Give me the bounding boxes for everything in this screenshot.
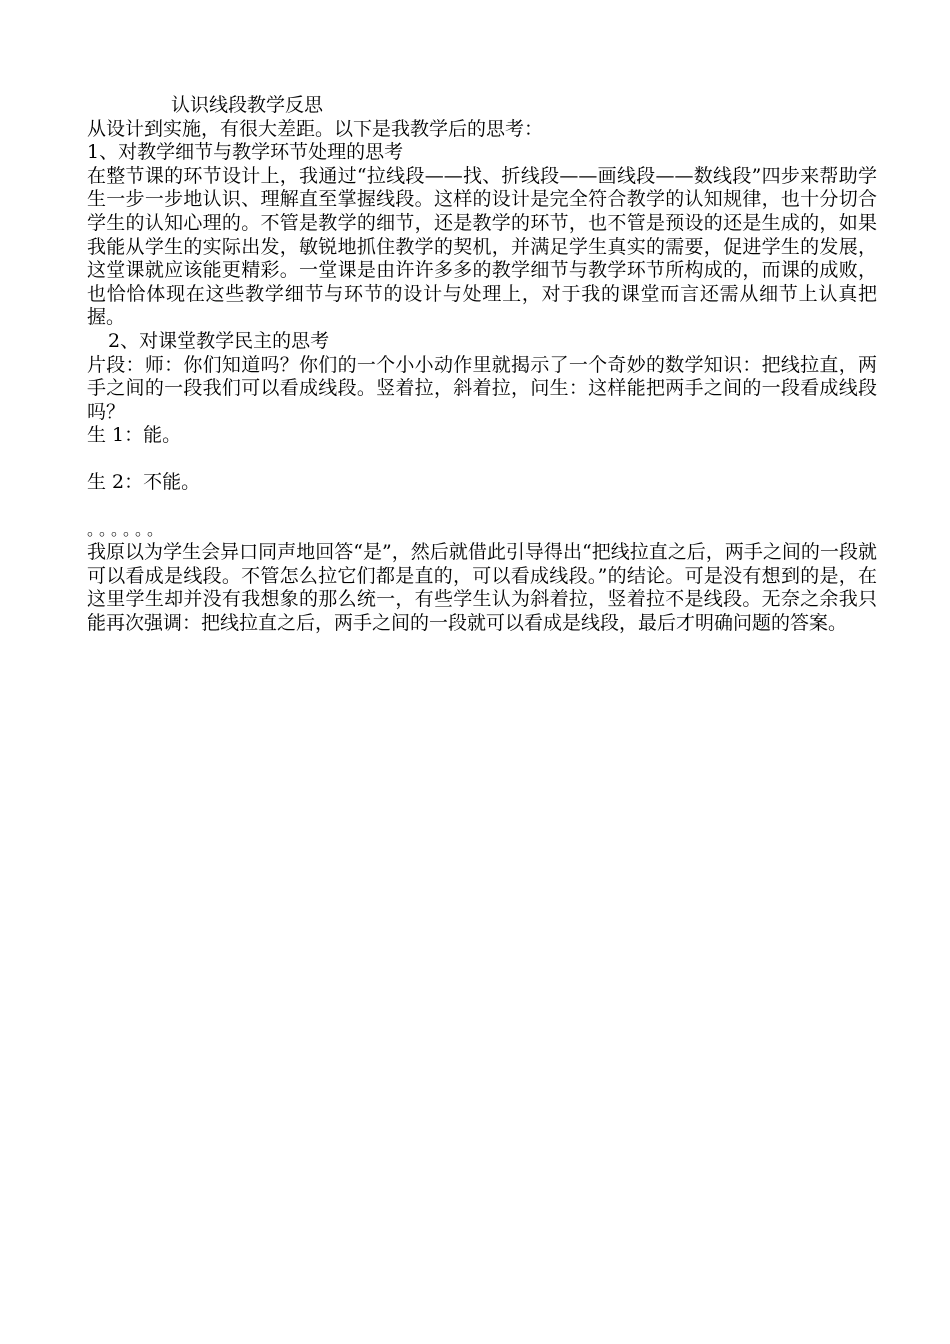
student-1-answer: 生 1：能。 <box>87 424 182 447</box>
spacer <box>87 448 877 471</box>
reflection-paragraph: 我原以为学生会异口同声地回答“是”，然后就借此引导得出“把线拉直之后，两手之间的一段就可以看成是线段。不管怎么拉它们都是直的，可以看成线段。”的结论。可是没有想到的是，在这里学生却并没有我想象的那么统一，有些学生认为斜着拉，竖着拉不是线段。无奈之余我只能再次强调：把线拉直之后，两手之间的一段就可以看成是线段，最后才明确问题的答案。 <box>87 541 877 634</box>
student-2-answer: 生 2：不能。 <box>87 470 201 493</box>
ellipsis-marks: 。。。。。。 <box>87 519 168 539</box>
intro-paragraph: 从设计到实施，有很大差距。以下是我教学后的思考： <box>87 117 544 140</box>
lesson-excerpt: 片段：师：你们知道吗？你们的一个小小动作里就揭示了一个奇妙的数学知识：把线拉直，两手之间的一段我们可以看成线段。竖着拉，斜着拉，问生：这样能把两手之间的一段看成线段吗？ <box>87 353 877 423</box>
spacer <box>87 495 877 518</box>
section-1-body: 在整节课的环节设计上，我通过“拉线段——找、折线段——画线段——数线段”四步来帮助学生一步一步地认识、理解直至掌握线段。这样的设计是完全符合教学的认知规律，也十分切合学生的认知心理的。不管是教学的细节，还是教学的环节，也不管是预设的还是生成的，如果我能从学生的实际出发，敏锐地抓住教学的契机，并满足学生真实的需要，促进学生的发展，这堂课就应该能更精彩。一堂课是由许许多多的教学细节与教学环节所构成的，而课的成败，也恰恰体现在这些教学细节与环节的设计与处理上，对于我的课堂而言还需从细节上认真把握。 <box>87 164 877 329</box>
section-2-heading: 2、对课堂教学民主的思考 <box>108 329 330 352</box>
document-title: 认识线段教学反思 <box>171 94 324 116</box>
document-page <box>87 94 877 635</box>
section-1-heading: 1、对教学细节与教学环节处理的思考 <box>87 141 404 164</box>
